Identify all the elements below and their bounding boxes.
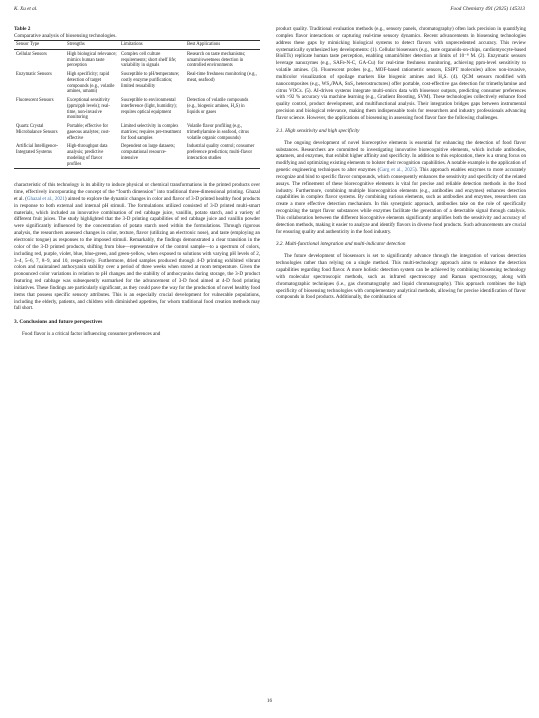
table-cell: Research on taste mechanisms; umami/sweetness detection in controlled environments bbox=[187, 51, 246, 69]
body-paragraph: product quality. Traditional evaluation methods (e.g., sensory panels, chromatography) often lack precision in quantifying complex flavor interactions or capturing real-time sensory dynamics. Recent advancements in biosensing technologies address these gaps by mimicking biological systems to detect flavors with unprecedented accuracy. This review systematically synthesized key developments: (1). Cellular biosensors (e.g., taste organoids-on-chips, cardiomyocyte-based BioETs) replicate human taste perception, enabling umami/bitter detection at limits of 10⁻⁸ M. (2). Enzymatic sensors leverage nanozymes (e.g., SAFe-N-C, GA-Cu) for real-time freshness monitoring, achieving ppm-level sensitivity to volatile amines. (3). Fluorescent probes (e.g., MOF-based ratiometric sensors, ESIPT molecules) allow non-invasive, multicolor visualization of spoilage markers like biogenic amines and H₂S. (4). QCM sensors modified with nanocomposites (e.g., WS₂/PAA, SnS₂ heterostructures) offer portable, cost-effective gas detection for trimethylamine and citrus VOCs. (5). AI-driven systems integrate multi-omics data with biosensor outputs, predicting consumer preferences with >92 % accuracy via machine learning (e.g., Gradient Boosting, SVM). These technologies collectively enhance food quality control, product development, and multifunctional analysis. Their integration bridges gaps between instrumental precision and biological relevance, making them indispensable tools for researchers and industry professionals advancing flavor science. However, the applications of biosensing in assessing food flavor face the following challenges. bbox=[276, 26, 526, 121]
header-journal: Food Chemistry 491 (2025) 145313 bbox=[450, 6, 525, 12]
table-cell: Cellular Sensors bbox=[16, 51, 47, 57]
table-cell: Artificial Intelligence-Integrated Systems bbox=[14, 142, 65, 169]
table-row bbox=[14, 122, 260, 142]
comparison-table bbox=[14, 40, 260, 169]
table-block bbox=[14, 26, 260, 169]
citation-link[interactable]: Garg et al., 2025 bbox=[379, 167, 415, 174]
table-row bbox=[14, 96, 260, 122]
table-cell: Portable; effective for gaseous analytes; cost-effective bbox=[67, 124, 110, 141]
table-cell: Industrial quality control; consumer preference prediction; multi-flavor interaction studies bbox=[185, 142, 260, 169]
table-cell: Susceptible to environmental interference (light, humidity); requires optical equipment bbox=[121, 98, 177, 115]
table-cell: Susceptible to pH/temperature; costly enzyme purification; limited reusability bbox=[121, 72, 180, 89]
table-header-row bbox=[14, 41, 260, 50]
table-cell: Exceptional sensitivity (ppm/ppb levels); real-time, non-invasive monitoring bbox=[67, 98, 110, 121]
table-title: Table 2 bbox=[14, 26, 31, 32]
table-cell: Real-time freshness monitoring (e.g., meat, seafood) bbox=[187, 72, 257, 83]
table-row bbox=[14, 49, 260, 70]
column-header: Limitations bbox=[119, 41, 185, 50]
table-caption: Comparative analysis of biosensing technologies. bbox=[14, 32, 117, 39]
column-header: Strengths bbox=[65, 41, 119, 50]
table-cell: Complex cell culture requirements; short shelf life; variability in signals bbox=[121, 51, 177, 69]
table-cell: Volatile flavor profiling (e.g., trimethylamine in seafood, citrus volatile organic compounds) bbox=[187, 124, 249, 141]
body-paragraph bbox=[276, 140, 526, 236]
paragraph-text: The ongoing development of novel bioreceptive elements is essential for enhancing the detection of food flavor substances. Researchers are committed to investigating innovative biorecognitive elements, which include antibodies, aptamers, and enzymes, that exhibit higher affinity and specificity. In addition to this exploration, there is a strong focus on modifying and optimizing existing elements to bolster their recognition capabilities. A notable example is the application of genetic engineering techniques to alter enzymes ( bbox=[276, 139, 526, 174]
subsection-heading: 3.1. High sensitivity and high specificity bbox=[276, 127, 360, 134]
paragraph-text: characteristic of this technology is its ability to induce physical or chemical transformations in the printed products over time, effectively incorporating the concept of the “fourth dimension” into traditional three-dimensional printing. Ghazal et al. ( bbox=[14, 182, 260, 202]
table-cell: Dependent on large datasets; computational resource-intensive bbox=[119, 142, 185, 169]
body-paragraph: The future development of biosensors is set to significantly advance through the integration of various detection technologies rather than relying on a single method. This multi-technology approach aims to enhance the detection capabilities regarding food flavor. A more holistic detection system can be achieved by combining biosensing technology with molecular spectroscopic methods, such as infrared spectroscopy and Raman spectroscopy, along with chromatographic techniques (i.e., gas chromatography and liquid chromatography). This approach combines the high specificity of biosensing technologies with complementary analytical methods, allowing for precise identification of flavor compounds in food products. Additionally, the combination of bbox=[276, 253, 526, 301]
paragraph-text: ) aimed to explore the dynamic changes in color and flavor of 3-D printed healthy food products in response to both external and internal pH stimuli. The formulations utilized consisted of 3-D printed multi-smart materials, which included an innovative combination of red cabbage juice, vanillin, potato starch, and a variety of different fruit juices. The study highlighted that the 3-D printing capabilities of red cabbage juice and vanillin powder were significantly influenced by the concentration of potato starch used within the formulations. Through rigorous analysis, the researchers assessed changes in color, texture, flavor (utilizing an electronic nose), and taste (employing an electronic tongue) as responses to the imposed stimuli. Remarkably, the findings demonstrated a clear transition in the color of the 3-D printed products, shifting from blue—representative of the control sample—to a spectrum of colors, including red, purple, violet, blue, blue-green, and green-yellow, when exposed to solutions with varying pH levels of 2, 3–4, 5–6, 7, 8–9, and 10, respectively. Furthermore, dried samples produced through 4-D printing exhibited vibrant colors and maintained anthocyanin stability over a period of three weeks when stored at room temperature. Given the pronounced color variations in relation to pH changes and the stability of anthocyanins during storage, the 3-D product featuring red cabbage was subsequently earmarked for the advancement of 3-D food aimed at 4-D food printing initiatives. These findings are particularly significant, as they could pave the way for the production of novel healthy food items that possess specific sensory attributes. This is an especially crucial development for vulnerable populations, including the elderly, patients, and children with diminished appetites, for whom traditional food creation methods may fall short. bbox=[14, 195, 261, 312]
header-authors: K. Xu et al. bbox=[14, 6, 38, 12]
table-cell: High-throughput data analysis; predictive modeling of flavor profiles bbox=[65, 142, 119, 169]
table-cell: High biological relevance; mimics human taste perception bbox=[67, 51, 117, 69]
right-column bbox=[276, 26, 526, 301]
table-cell: Limited selectivity in complex matrices; requires pre-treatment for food samples bbox=[121, 124, 181, 141]
column-header: Best Applications bbox=[185, 41, 260, 50]
table-cell: Quartz Crystal Microbalance Sensors bbox=[16, 124, 58, 135]
body-paragraph: Food flavor is a critical factor influencing consumer preferences and bbox=[22, 331, 161, 338]
citation-link[interactable]: Ghazal et al., 2021 bbox=[26, 195, 65, 202]
section-heading: 3. Conclusions and future perspectives bbox=[14, 319, 103, 326]
subsection-heading: 3.2. Multi-functional integration and multi-indicator detection bbox=[276, 241, 406, 248]
table-cell: Enzymatic Sensors bbox=[16, 72, 52, 77]
column-header: Sensor Type bbox=[14, 41, 65, 50]
table-cell: Fluorescent Sensors bbox=[16, 98, 54, 103]
left-column bbox=[14, 26, 260, 338]
table-row bbox=[14, 142, 260, 169]
paragraph-text: ). This approach enables enzymes to more accurately recognize and bind to specific flavor compounds, which consequently enhances the sensitivity and specificity of the related assays. The refinement of these biorecognitive elements is vital for precise and reliable detection methods in the food industry. Furthermore, combining multiple biorecognition elements (e.g., antibodies and enzymes) enhances detection capabilities in complex flavor systems. By combining various elements, such as antibodies and enzymes, researchers can create a more effective detection mechanism. In this synergistic approach, antibodies take on the role of specifically recognizing the target flavor substances while enzymes facilitate the generation of a detectable signal through catalysis. This collaboration between the different biocognitive elements significantly amplifies both the sensitivity and accuracy of detection methods, making it easier to analyze and identify flavors in diverse food products. Such advancements are crucial for ensuring quality and authenticity in the food industry. bbox=[276, 167, 527, 235]
body-paragraph bbox=[14, 182, 260, 312]
page-number: 16 bbox=[266, 698, 273, 704]
table-row bbox=[14, 70, 260, 96]
table-cell: Detection of volatile compounds (e.g., biogenic amines, H₂S) in liquids or gases bbox=[187, 98, 249, 115]
table-cell: High specificity; rapid detection of target compounds (e.g., volatile amines, umami) bbox=[67, 72, 115, 95]
running-header bbox=[14, 6, 525, 12]
